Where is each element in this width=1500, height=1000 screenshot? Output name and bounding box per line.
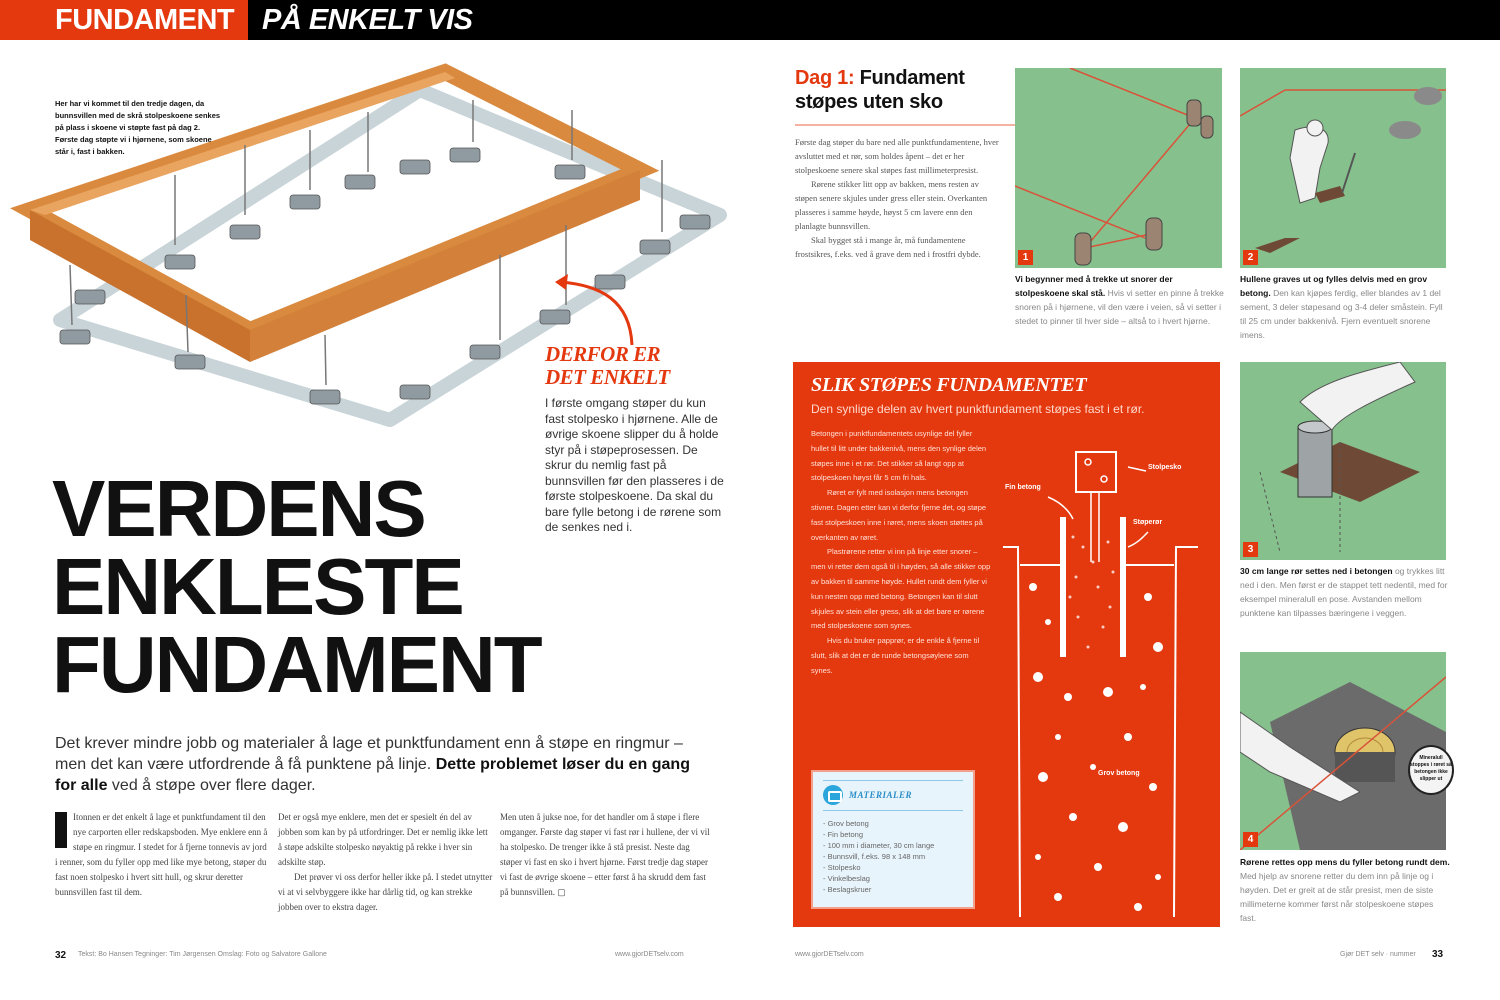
materials-item: - Grov betong (823, 819, 869, 828)
divider (823, 780, 963, 781)
day1-title-rest: Fundament (859, 67, 965, 89)
pipe-placement-drawing (1240, 362, 1446, 560)
materials-item: - Fin betong (823, 830, 864, 839)
day1-title (795, 66, 965, 114)
step-1-text: Hvis vi setter en pinne å trekke snoren på i hjørnene, vil den være i veien, så vi setter i stedet to pinner til hver side – altså to i hvert hjørne. (1015, 288, 1224, 326)
step-1-caption (1015, 272, 1225, 328)
factbox-paragraph: Røret er fylt med isolasjon mens betongen stivner. Dagen etter kan vi derfor fjerne det, og støpe fast stolpeskoen inne i røret, mens skoen støttes på overkanten av røret. (811, 488, 987, 542)
callout-body: I første omgang støper du kun fast stolpesko i hjørnene. Alle de øvrige skoene slipper du å holde styr på i støpeprosessen. De skrur du nemlig fast på bunnsvillen før den plasseres i de første stolpeskoene. Da skal du bare fylle betong i de rørene som de senkes ned i. (545, 396, 724, 534)
step-2-caption (1240, 272, 1450, 342)
ingress-tail: ved å støpe over flere dager. (107, 777, 316, 794)
toolbox-icon (823, 785, 843, 805)
step-3-illustration (1240, 362, 1446, 560)
step-4-caption (1240, 855, 1450, 925)
digging-worker-drawing (1240, 68, 1446, 268)
step-3-text: og trykkes litt ned i den. Men først er de stappet tett nedentil, med for eksempel mineralull en pose. Avstanden mellom punktene kan tilpasses bæringene i veggen. (1240, 566, 1448, 618)
section-label: FUNDAMENT (55, 4, 235, 36)
materials-list-box (813, 772, 973, 907)
string-lines-drawing (1015, 68, 1222, 268)
article-headline (52, 464, 541, 709)
ingress-bold: Dette problemet løser du en gang for alle (55, 756, 690, 794)
day1-paragraph: Rørene stikker litt opp av bakken, mens resten av støpen senere skjules under gress eller stein. Overkanten plasseres i samme høyde, høyst 5 cm lavere enn den planlagte bunnsvillen. (795, 179, 988, 231)
factbox-title: SLIK STØPES FUNDAMENTET (811, 374, 1087, 396)
day1-body (795, 135, 1000, 261)
body-paragraph: Itonnen er det enkelt å lage et punktfundament til den nye carporten eller redskapsboden. Mye enklere enn å støpe en ringmur. I stedet for å fjerne tonnevis av jord i renner, som du fyller opp med like mye betong, støper du fast noen stolpesko i hvert sitt hull, og skrur deretter bunnsvillen fast til dem. (55, 812, 268, 897)
step-1-lead: Vi begynner med å trekke ut snorer der stolpeskoene skal stå. (1015, 274, 1173, 298)
label-fin-betong: Fin betong (1005, 484, 1041, 491)
footer-url-right: www.gjorDETselv.com (795, 951, 864, 958)
step-4-lead: Rørene rettes opp mens du fyller betong rundt dem. (1240, 857, 1450, 867)
article-ingress (55, 733, 695, 796)
headline-line1: VERDENS (52, 464, 425, 553)
how-to-factbox (793, 362, 1220, 927)
step-number-badge: 1 (1018, 250, 1033, 265)
footer-url-left: www.gjorDETselv.com (615, 951, 684, 958)
step-number-badge: 2 (1243, 250, 1258, 265)
materials-item: - Stolpesko (823, 863, 861, 872)
issue-label: Gjør DET selv · nummer (1340, 951, 1416, 958)
day1-paragraph: Første dag støper du bare ned alle punktfundamentene, hver avsluttet med et rør, som holdes åpent – det er her stolpeskoene senere skal støpes fast millimeterpresist. (795, 137, 999, 175)
step-2-lead: Hullene graves ut og fylles delvis med en grov betong. (1240, 274, 1428, 298)
step-2-illustration (1240, 68, 1446, 268)
divider (823, 810, 963, 811)
materials-header (823, 784, 912, 806)
body-column-2 (278, 810, 493, 915)
section-subtitle: PÅ ENKELT VIS (262, 4, 473, 36)
day1-label: Dag 1: (795, 67, 855, 89)
step-2-text: Den kan kjøpes ferdig, eller blandes av 1 del sement, 3 deler støpesand og 3-4 deler småstein. Fyll til 25 cm under bakkenivå. Fjern eventuelt snorene imens. (1240, 288, 1443, 340)
body-column-3 (500, 810, 710, 900)
body-column-1 (55, 810, 270, 900)
materials-item: - Bunnsvill, f.eks. 98 x 148 mm (823, 852, 926, 861)
credits: Tekst: Bo Hansen Tegninger: Tim Jørgensen Omslag: Foto og Salvatore Gallone (78, 951, 327, 958)
materials-item: - 100 mm i diameter, 30 cm lange (823, 841, 935, 850)
materials-list (823, 818, 934, 895)
label-stoperor: Støperør (1133, 519, 1163, 526)
speech-bubble: Mineralull stoppes i røret så betongen ikke slipper ut (1408, 745, 1454, 795)
materials-title: MATERIALER (849, 790, 913, 800)
day1-title-line2: støpes uten sko (795, 91, 943, 113)
callout-title-line1: DERFOR ER (545, 342, 661, 366)
day1-paragraph: Skal bygget stå i mange år, må fundamentene frostsikres, f.eks. ved å grave dem ned i frostfri dybde. (795, 235, 981, 259)
body-paragraph: Det er også mye enklere, men det er spesielt én del av jobben som kan by på utfordringer. Det er nemlig ikke lett å støpe adskilte stolpesko nøyaktig på rekke i hver sin adskilte støp. (278, 812, 488, 867)
body-paragraph: Det prøver vi oss derfor heller ikke på. I stedet utnytter vi at vi selvbyggere ikke har dårlig tid, og kan strekke jobben over to ekstra dager. (278, 872, 493, 912)
label-grov-betong: Grov betong (1098, 770, 1140, 777)
factbox-paragraph: Plastrørene retter vi inn på linje etter snorer – men vi retter dem også til i høyden, så alle stikker opp av bakken til samme høyde. Hullet rundt dem fyller vi kun nesten opp med betong. Betongen kan til slutt skjules av stein eller gress, slik at det bare er rørene med stolpeskoene som synes. (811, 547, 991, 631)
step-1-illustration (1015, 68, 1222, 268)
divider (795, 124, 1015, 126)
cross-section-diagram (998, 447, 1208, 917)
materials-item: - Beslagskruer (823, 885, 872, 894)
callout-title-line2: DET ENKELT (545, 365, 670, 389)
callout-title (545, 343, 670, 389)
label-stolpesko: Stolpesko (1148, 464, 1182, 471)
factbox-body (811, 427, 991, 679)
factbox-paragraph: Betongen i punktfundamentets usynlige del fyller hullet til litt under bakkenivå, mens den synlige delen støpes inne i et rør. Det stikker så langt opp at stolpeskoen høyst får 5 cm fri hals. (811, 429, 987, 483)
ingress-text: Det krever mindre jobb og materialer å lage et punktfundament enn å støpe en ringmur – men det kan være utfordrende å få punktene på linje. (55, 735, 683, 773)
factbox-subtitle: Den synlige delen av hvert punktfundament støpes fast i et rør. (811, 402, 1145, 416)
step-number-badge: 3 (1243, 542, 1258, 557)
page-number-left: 32 (55, 950, 67, 961)
step-3-caption (1240, 564, 1450, 620)
section-header-bar (0, 0, 1500, 40)
step-number-badge: 4 (1243, 832, 1258, 847)
materials-item: - Vinkelbeslag (823, 874, 870, 883)
body-paragraph: Men uten å jukse noe, for det handler om å støpe i flere omganger. Første dag støper vi fast rør i hullene, der vi vil ha stolpesko. De trenger ikke å stå presist. Neste dag støper vi fast en sko i hvert hjørne. Først tredje dag støper vi fast de øvrige skoene – etter først å ha skrudd dem fast på bunnsvillen. ▢ (500, 812, 710, 897)
factbox-paragraph: Hvis du bruker papprør, er de enkle å fjerne til slutt, slik at det er de runde betongsøylene som synes. (811, 636, 980, 675)
headline-line3: FUNDAMENT (52, 620, 541, 709)
illustration-caption: Her har vi kommet til den tredje dagen, da bunnsvillen med de skrå stolpeskoene senkes på plass i skoene vi støpte fast på dag 2. Første dag støpte vi i hjørnene, som skoene står i, fast i bakken. (55, 99, 221, 156)
step-4-text: Med hjelp av snorene retter du dem inn på linje og i høyden. Det er greit at de står presist, men de siste millimeterne kommer først når stolpeskoene støpes fast. (1240, 871, 1434, 923)
step-3-lead: 30 cm lange rør settes ned i betongen (1240, 566, 1393, 576)
headline-line2: ENKLESTE (52, 542, 463, 631)
dropcap (55, 812, 67, 848)
page-number-right: 33 (1432, 949, 1444, 960)
